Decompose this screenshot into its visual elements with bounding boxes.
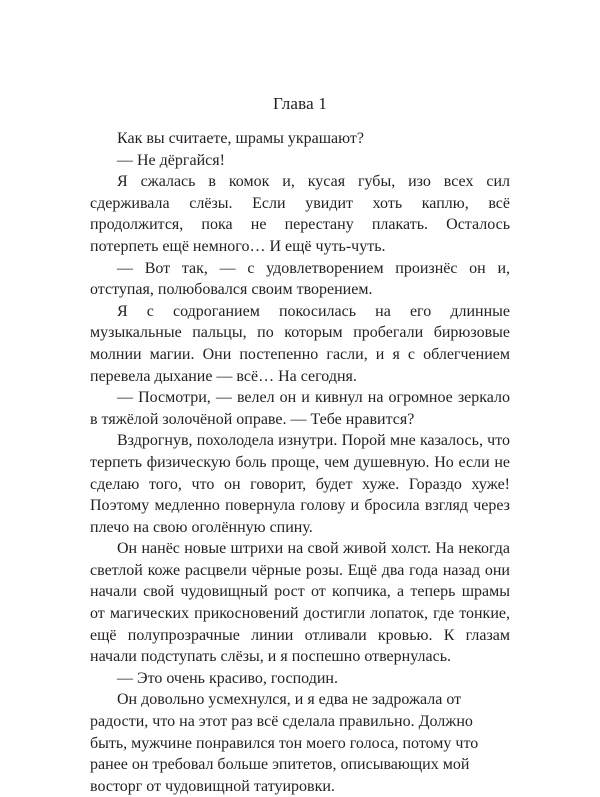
- paragraph: — Не дёргайся!: [117, 151, 225, 169]
- body-text: [90, 128, 510, 797]
- chapter-title: Глава 1: [272, 94, 328, 113]
- paragraph: Я с содроганием покосилась на его длинные музыкальные пальцы, по которым пробегали бирюзовые молнии магии. Они постепенно гасли, и я с облегчением перевела дыхание — всё… На сегодня.: [90, 302, 510, 385]
- paragraph: Я сжалась в комок и, кусая губы, изо всех сил сдерживала слёзы. Если увидит хоть каплю, всё продолжится, пока не перестану плакать. Осталось потерпеть ещё немного… И ещё чуть-чуть.: [90, 173, 510, 255]
- paragraph: Вздрогнув, похолодела изнутри. Порой мне казалось, что терпеть физическую боль проще, чем душевную. Но если не сделаю того, что он говорит, будет хуже. Гораздо хуже! Поэтому медленно повернула голову и бросила взгляд через плечо на свою оголённую спину.: [90, 432, 510, 536]
- paragraph: — Посмотри, — велел он и кивнул на огромное зеркало в тяжёлой золочёной оправе. — Тебе нравится?: [90, 389, 510, 428]
- paragraph: — Вот так, — с удовлетворением произнёс он и, отступая, полюбовался своим творением.: [90, 259, 510, 299]
- paragraph: Он довольно усмехнулся, и я едва не задрожала от радости, что на этот раз всё сделала правильно. Должно быть, мужчине понравился тон моего голоса, потому что ранее он требовал больше эпитетов, описывающих мой восторг от чудовищной татуировки.: [90, 691, 479, 795]
- paragraph: — Это очень красиво, господин.: [117, 669, 338, 687]
- paragraph: Как вы считаете, шрамы украшают?: [117, 130, 364, 147]
- paragraph: Он нанёс новые штрихи на свой живой холст. На некогда светлой коже расцвели чёрные розы. Ещё два года назад они начали свой чудовищный рост от копчика, а теперь шрамы от магических прикосновений достигли лопаток, где тонкие, ещё полупрозрачные линии отливали кровью. К глазам начали подступать слёзы, и я поспешно отвернулась.: [90, 540, 510, 666]
